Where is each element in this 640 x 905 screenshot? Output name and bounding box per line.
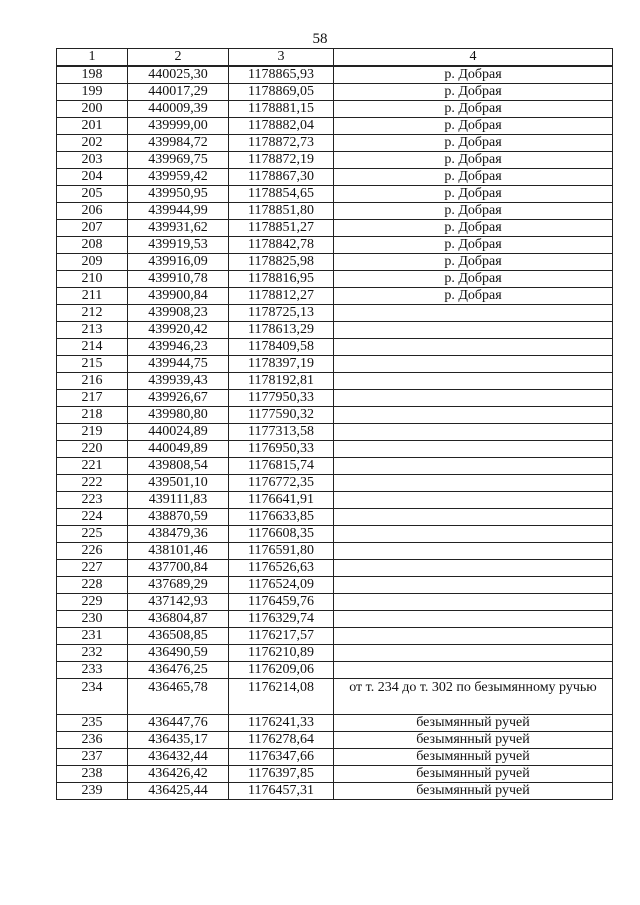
description-cell: р. Добрая [334,186,613,203]
table-row [57,577,613,594]
table-row [57,628,613,645]
description-cell [334,407,613,424]
y-coordinate-cell: 1176457,31 [229,783,334,800]
y-coordinate-cell: 1178397,19 [229,356,334,373]
x-coordinate-cell: 439908,23 [128,305,229,322]
x-coordinate-cell: 439931,62 [128,220,229,237]
x-coordinate-cell: 439926,67 [128,390,229,407]
point-number-cell: 201 [57,118,128,135]
point-number-cell: 218 [57,407,128,424]
x-coordinate-cell: 439950,95 [128,186,229,203]
point-number-cell: 222 [57,475,128,492]
y-coordinate-cell: 1178869,05 [229,84,334,101]
description-cell: р. Добрая [334,101,613,118]
x-coordinate-cell: 439984,72 [128,135,229,152]
table-row [57,339,613,356]
point-number-cell: 233 [57,662,128,679]
table-row [57,322,613,339]
y-coordinate-cell: 1176526,63 [229,560,334,577]
point-number-cell: 231 [57,628,128,645]
y-coordinate-cell: 1176633,85 [229,509,334,526]
point-number-cell: 226 [57,543,128,560]
x-coordinate-cell: 437689,29 [128,577,229,594]
y-coordinate-cell: 1178192,81 [229,373,334,390]
header-col-1: 1 [57,49,128,67]
x-coordinate-cell: 436508,85 [128,628,229,645]
x-coordinate-cell: 439111,83 [128,492,229,509]
x-coordinate-cell: 437142,93 [128,594,229,611]
x-coordinate-cell: 439944,99 [128,203,229,220]
point-number-cell: 200 [57,101,128,118]
table-row [57,715,613,732]
y-coordinate-cell: 1176347,66 [229,749,334,766]
table-header [57,49,613,67]
description-cell: р. Добрая [334,66,613,84]
point-number-cell: 202 [57,135,128,152]
x-coordinate-cell: 440025,30 [128,66,229,84]
y-coordinate-cell: 1176241,33 [229,715,334,732]
y-coordinate-cell: 1178872,19 [229,152,334,169]
x-coordinate-cell: 439920,42 [128,322,229,339]
y-coordinate-cell: 1178409,58 [229,339,334,356]
y-coordinate-cell: 1176217,57 [229,628,334,645]
y-coordinate-cell: 1178816,95 [229,271,334,288]
table-row [57,543,613,560]
y-coordinate-cell: 1177313,58 [229,424,334,441]
point-number-cell: 234 [57,679,128,715]
y-coordinate-cell: 1176329,74 [229,611,334,628]
x-coordinate-cell: 436435,17 [128,732,229,749]
x-coordinate-cell: 439944,75 [128,356,229,373]
point-number-cell: 198 [57,66,128,84]
description-cell: от т. 234 до т. 302 по безымянному ручью [334,679,613,715]
description-cell: безымянный ручей [334,715,613,732]
x-coordinate-cell: 439900,84 [128,288,229,305]
table-row [57,84,613,101]
point-number-cell: 229 [57,594,128,611]
point-number-cell: 209 [57,254,128,271]
point-number-cell: 232 [57,645,128,662]
point-number-cell: 219 [57,424,128,441]
table-row [57,560,613,577]
description-cell: безымянный ручей [334,732,613,749]
y-coordinate-cell: 1176214,08 [229,679,334,715]
description-cell [334,577,613,594]
description-cell [334,475,613,492]
y-coordinate-cell: 1178854,65 [229,186,334,203]
y-coordinate-cell: 1176459,76 [229,594,334,611]
table-row [57,152,613,169]
description-cell [334,645,613,662]
point-number-cell: 228 [57,577,128,594]
coordinates-table [56,48,613,800]
table-row [57,732,613,749]
table-row [57,766,613,783]
point-number-cell: 224 [57,509,128,526]
description-cell [334,339,613,356]
y-coordinate-cell: 1177950,33 [229,390,334,407]
description-cell: р. Добрая [334,288,613,305]
description-cell: р. Добрая [334,84,613,101]
point-number-cell: 220 [57,441,128,458]
header-col-2: 2 [128,49,229,67]
point-number-cell: 221 [57,458,128,475]
table-row [57,66,613,84]
description-cell: р. Добрая [334,203,613,220]
x-coordinate-cell: 436476,25 [128,662,229,679]
table-row [57,662,613,679]
y-coordinate-cell: 1176608,35 [229,526,334,543]
y-coordinate-cell: 1178825,98 [229,254,334,271]
y-coordinate-cell: 1178851,27 [229,220,334,237]
point-number-cell: 210 [57,271,128,288]
x-coordinate-cell: 436804,87 [128,611,229,628]
y-coordinate-cell: 1176772,35 [229,475,334,492]
x-coordinate-cell: 439959,42 [128,169,229,186]
table-row [57,203,613,220]
description-cell [334,356,613,373]
point-number-cell: 217 [57,390,128,407]
x-coordinate-cell: 436465,78 [128,679,229,715]
table-row [57,783,613,800]
x-coordinate-cell: 439999,00 [128,118,229,135]
description-cell: безымянный ручей [334,749,613,766]
header-col-3: 3 [229,49,334,67]
point-number-cell: 207 [57,220,128,237]
y-coordinate-cell: 1177590,32 [229,407,334,424]
y-coordinate-cell: 1176815,74 [229,458,334,475]
point-number-cell: 203 [57,152,128,169]
x-coordinate-cell: 440009,39 [128,101,229,118]
table-row [57,254,613,271]
description-cell: р. Добрая [334,220,613,237]
table-row [57,186,613,203]
description-cell [334,662,613,679]
table-row [57,458,613,475]
point-number-cell: 236 [57,732,128,749]
description-cell: безымянный ручей [334,783,613,800]
x-coordinate-cell: 436426,42 [128,766,229,783]
point-number-cell: 211 [57,288,128,305]
y-coordinate-cell: 1176209,06 [229,662,334,679]
y-coordinate-cell: 1178867,30 [229,169,334,186]
y-coordinate-cell: 1176278,64 [229,732,334,749]
description-cell [334,543,613,560]
y-coordinate-cell: 1178872,73 [229,135,334,152]
x-coordinate-cell: 440049,89 [128,441,229,458]
table-row [57,526,613,543]
table-row [57,118,613,135]
description-cell: р. Добрая [334,135,613,152]
point-number-cell: 205 [57,186,128,203]
x-coordinate-cell: 439939,43 [128,373,229,390]
x-coordinate-cell: 436432,44 [128,749,229,766]
point-number-cell: 212 [57,305,128,322]
description-cell: р. Добрая [334,169,613,186]
table-row [57,305,613,322]
description-cell: р. Добрая [334,152,613,169]
y-coordinate-cell: 1176524,09 [229,577,334,594]
y-coordinate-cell: 1178725,13 [229,305,334,322]
table-row [57,509,613,526]
point-number-cell: 199 [57,84,128,101]
y-coordinate-cell: 1178812,27 [229,288,334,305]
table-row [57,441,613,458]
x-coordinate-cell: 437700,84 [128,560,229,577]
x-coordinate-cell: 439980,80 [128,407,229,424]
table-row [57,611,613,628]
x-coordinate-cell: 436447,76 [128,715,229,732]
table-row [57,492,613,509]
x-coordinate-cell: 439916,09 [128,254,229,271]
x-coordinate-cell: 439919,53 [128,237,229,254]
table-row [57,475,613,492]
y-coordinate-cell: 1176950,33 [229,441,334,458]
description-cell: безымянный ручей [334,766,613,783]
table-row [57,135,613,152]
point-number-cell: 238 [57,766,128,783]
description-cell [334,611,613,628]
point-number-cell: 214 [57,339,128,356]
table-row [57,220,613,237]
point-number-cell: 216 [57,373,128,390]
x-coordinate-cell: 438479,36 [128,526,229,543]
x-coordinate-cell: 436425,44 [128,783,229,800]
description-cell [334,458,613,475]
point-number-cell: 213 [57,322,128,339]
point-number-cell: 235 [57,715,128,732]
table-row [57,424,613,441]
point-number-cell: 225 [57,526,128,543]
y-coordinate-cell: 1178851,80 [229,203,334,220]
table-row [57,390,613,407]
x-coordinate-cell: 440024,89 [128,424,229,441]
x-coordinate-cell: 439910,78 [128,271,229,288]
page-number: 58 [312,31,328,47]
table-row [57,645,613,662]
point-number-cell: 215 [57,356,128,373]
description-cell: р. Добрая [334,118,613,135]
x-coordinate-cell: 439969,75 [128,152,229,169]
point-number-cell: 230 [57,611,128,628]
table-row [57,749,613,766]
description-cell [334,390,613,407]
x-coordinate-cell: 439501,10 [128,475,229,492]
description-cell: р. Добрая [334,254,613,271]
y-coordinate-cell: 1176210,89 [229,645,334,662]
y-coordinate-cell: 1176397,85 [229,766,334,783]
description-cell [334,305,613,322]
table-row [57,101,613,118]
description-cell [334,424,613,441]
y-coordinate-cell: 1176591,80 [229,543,334,560]
y-coordinate-cell: 1178882,04 [229,118,334,135]
table-row [57,407,613,424]
x-coordinate-cell: 439946,23 [128,339,229,356]
header-col-4: 4 [334,49,613,67]
point-number-cell: 223 [57,492,128,509]
y-coordinate-cell: 1178865,93 [229,66,334,84]
table-row [57,237,613,254]
description-cell: р. Добрая [334,271,613,288]
table-row [57,169,613,186]
point-number-cell: 204 [57,169,128,186]
point-number-cell: 206 [57,203,128,220]
table-row [57,594,613,611]
x-coordinate-cell: 439808,54 [128,458,229,475]
x-coordinate-cell: 438101,46 [128,543,229,560]
point-number-cell: 239 [57,783,128,800]
description-cell: р. Добрая [334,237,613,254]
y-coordinate-cell: 1178881,15 [229,101,334,118]
description-cell [334,509,613,526]
description-cell [334,628,613,645]
table-row [57,288,613,305]
x-coordinate-cell: 438870,59 [128,509,229,526]
table-row [57,271,613,288]
table-row [57,373,613,390]
x-coordinate-cell: 436490,59 [128,645,229,662]
y-coordinate-cell: 1176641,91 [229,492,334,509]
description-cell [334,560,613,577]
description-cell [334,322,613,339]
y-coordinate-cell: 1178613,29 [229,322,334,339]
y-coordinate-cell: 1178842,78 [229,237,334,254]
description-cell [334,441,613,458]
table-row [57,679,613,715]
header-row [57,49,613,67]
description-cell [334,594,613,611]
description-cell [334,373,613,390]
point-number-cell: 237 [57,749,128,766]
x-coordinate-cell: 440017,29 [128,84,229,101]
description-cell [334,492,613,509]
point-number-cell: 227 [57,560,128,577]
table-body [57,66,613,800]
table-row [57,356,613,373]
point-number-cell: 208 [57,237,128,254]
description-cell [334,526,613,543]
